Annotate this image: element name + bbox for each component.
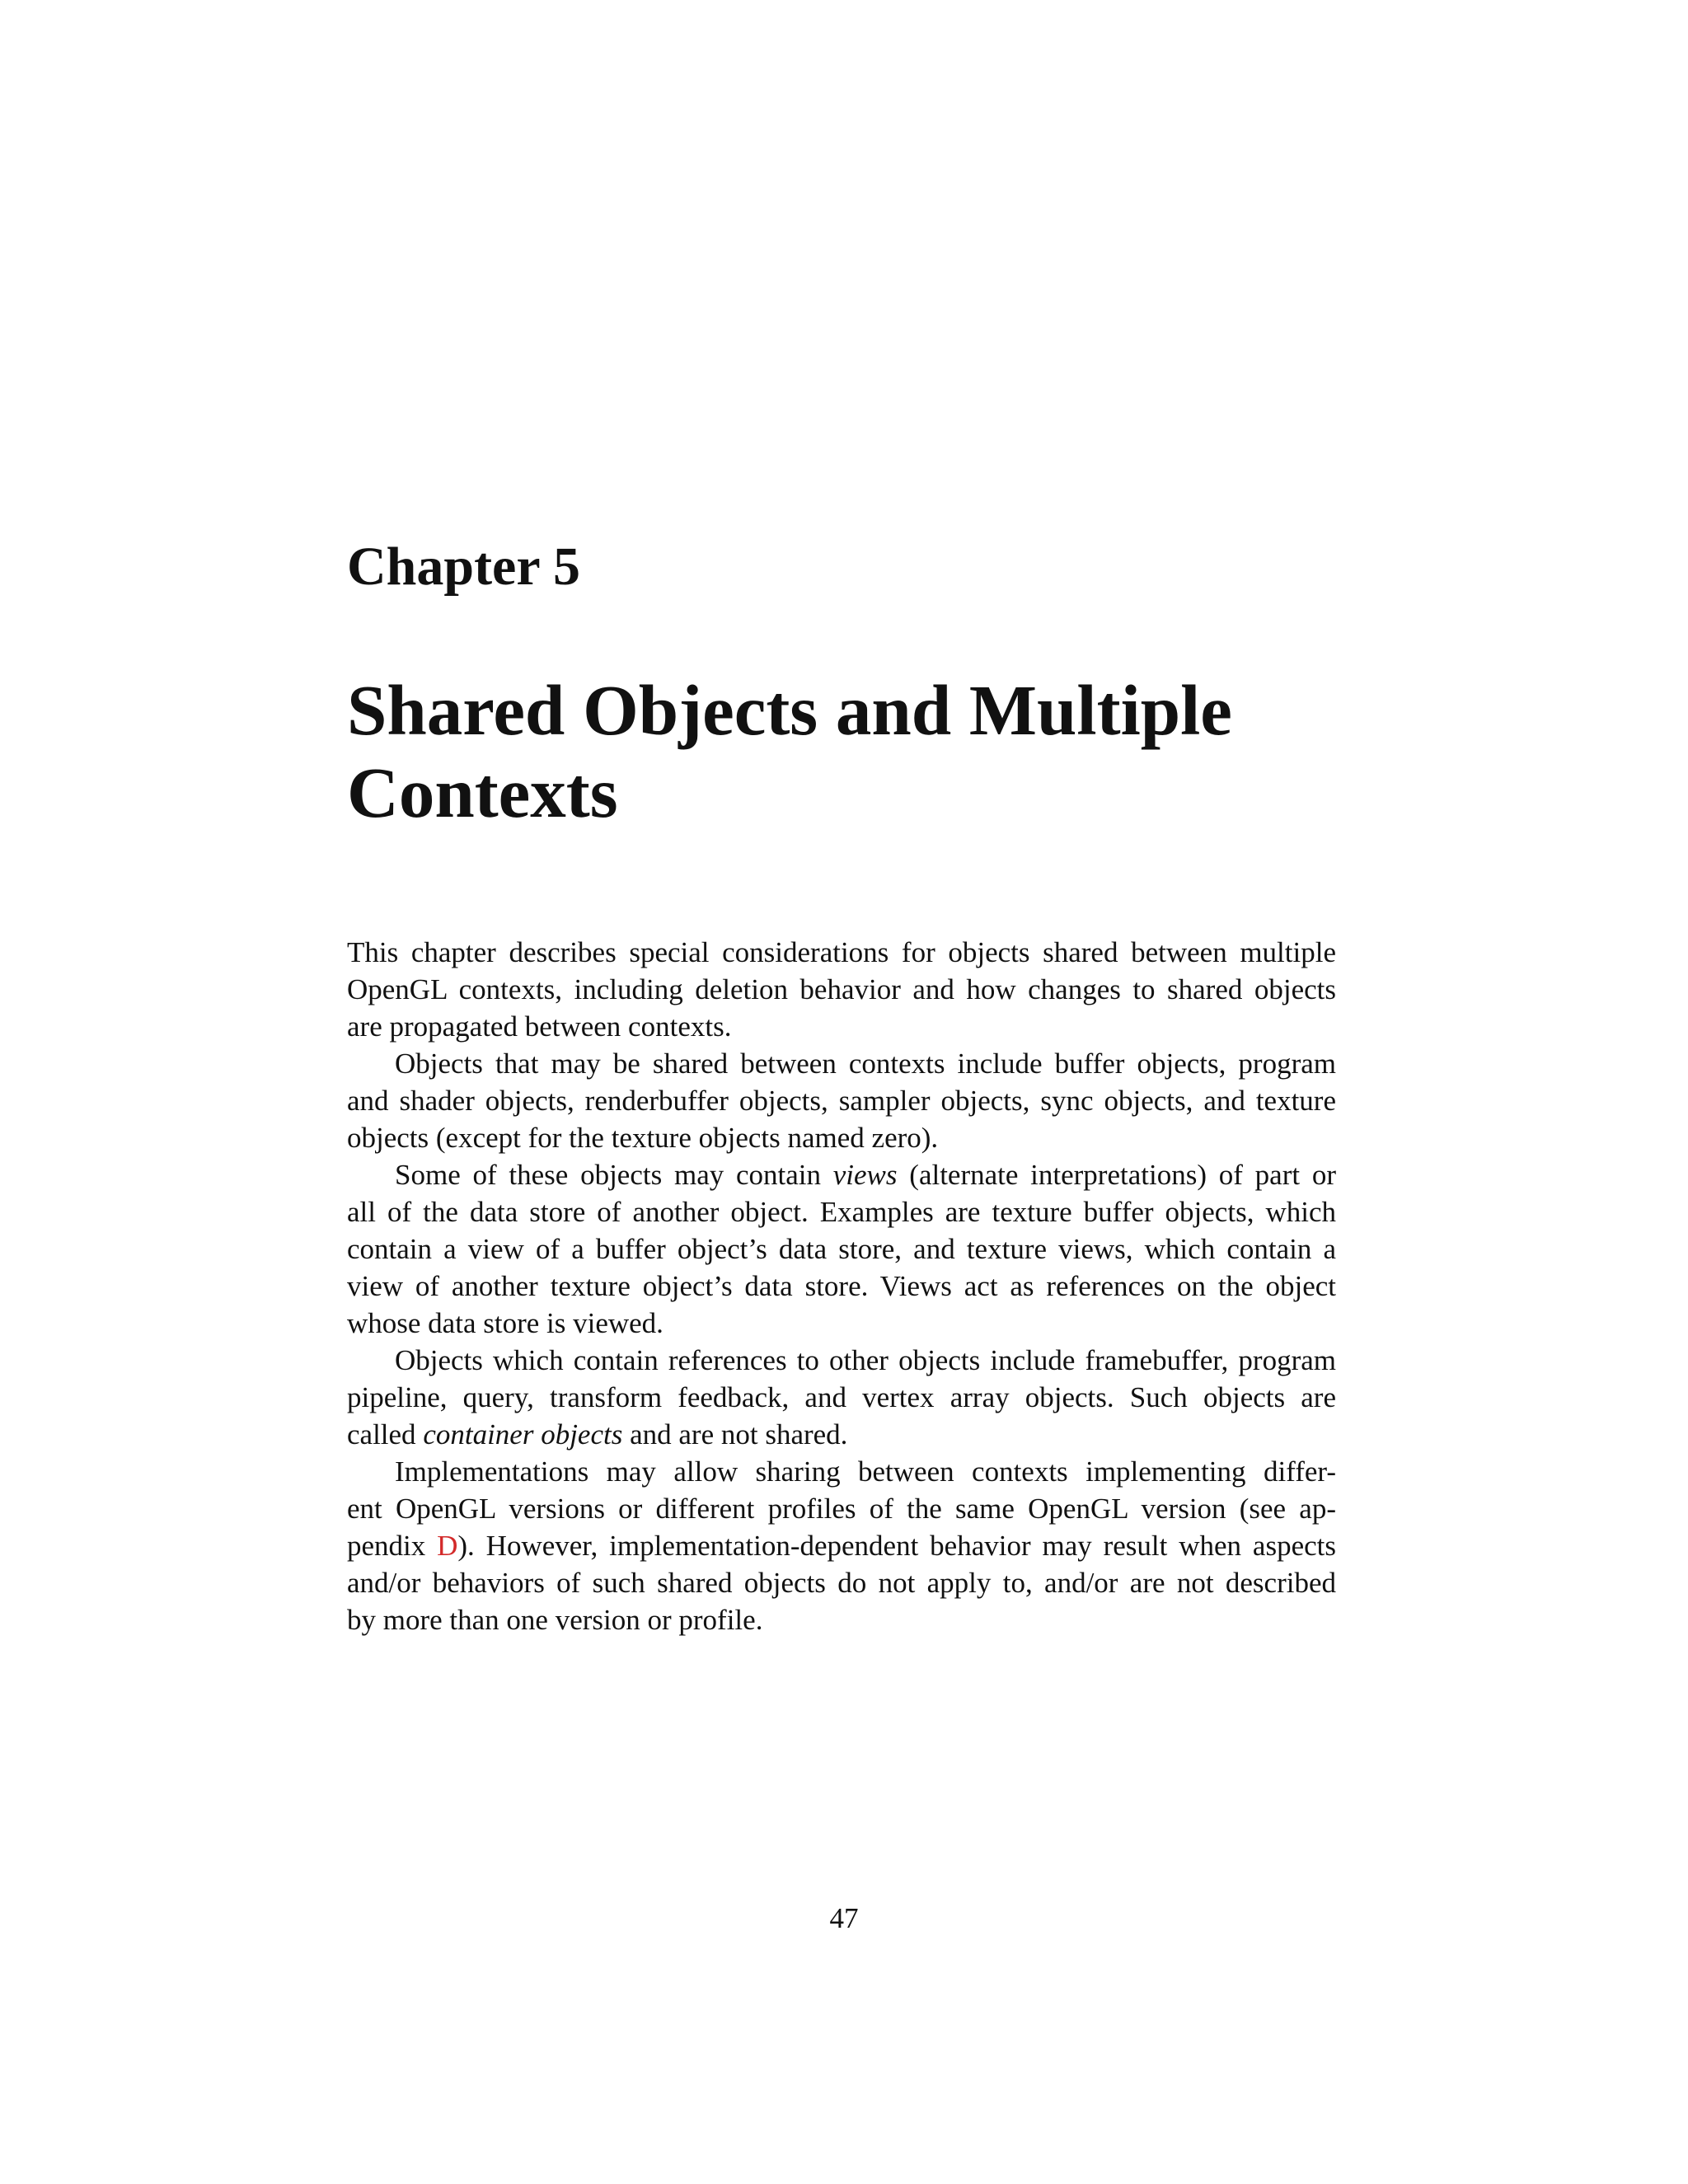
text-line [347, 1527, 1336, 1564]
text-line: OpenGL contexts, including deletion behavior and how changes to shared objects [347, 973, 1336, 1005]
text-line: by more than one version or profile. [347, 1604, 763, 1636]
text-run: (alternate interpretations) of part or [897, 1159, 1336, 1191]
chapter-title-line: Shared Objects and Multiple [347, 670, 1232, 750]
text-line: pipeline, query, transform feedback, and vertex array objects. Such objects are [347, 1381, 1336, 1413]
text-line: Objects which contain references to other objects include framebuffer, program [395, 1344, 1336, 1376]
text-line [347, 1156, 1336, 1193]
paragraph-container-objects [347, 1342, 1336, 1453]
text-run: called [347, 1418, 424, 1451]
text-line: and/or behaviors of such shared objects do not apply to, and/or are not described [347, 1567, 1336, 1599]
text-line: ent OpenGL versions or different profiles of the same OpenGL version (see ap- [347, 1493, 1336, 1525]
appendix-link[interactable]: D [437, 1530, 458, 1562]
text-line: view of another texture object’s data store. Views act as references on the object [347, 1270, 1336, 1302]
text-line: contain a view of a buffer object’s data store, and texture views, which contain a [347, 1233, 1336, 1265]
chapter-body [347, 934, 1336, 1638]
emphasis-term-views: views [832, 1159, 898, 1191]
paragraph-intro [347, 934, 1336, 1045]
text-run: ). However, implementation-dependent behavior may result when aspects [457, 1530, 1336, 1562]
chapter-label: Chapter 5 [347, 537, 580, 597]
text-line: and shader objects, renderbuffer objects, sampler objects, sync objects, and texture [347, 1085, 1336, 1117]
emphasis-term-container-objects: container objects [423, 1418, 623, 1451]
text-run: pendix [347, 1530, 438, 1562]
chapter-title [347, 669, 1418, 834]
text-line: all of the data store of another object. Examples are texture buffer objects, which [347, 1196, 1336, 1228]
paragraph-views [347, 1156, 1336, 1342]
text-line: This chapter describes special considerations for objects shared between multiple [347, 936, 1336, 968]
page-number: 47 [829, 1902, 859, 1934]
text-run: Some of these objects may contain [395, 1159, 833, 1191]
text-run: and are not shared. [622, 1418, 848, 1451]
chapter-title-line: Contexts [347, 752, 618, 832]
paragraph-shared-objects [347, 1045, 1336, 1156]
paragraph-implementations [347, 1453, 1336, 1638]
text-line: Objects that may be shared between contexts include buffer objects, program [395, 1047, 1336, 1080]
text-line: objects (except for the texture objects named zero). [347, 1122, 939, 1154]
text-line [347, 1416, 1336, 1453]
text-line: whose data store is viewed. [347, 1307, 663, 1339]
text-line: are propagated between contexts. [347, 1010, 732, 1043]
text-line: Implementations may allow sharing between contexts implementing differ- [395, 1455, 1336, 1488]
